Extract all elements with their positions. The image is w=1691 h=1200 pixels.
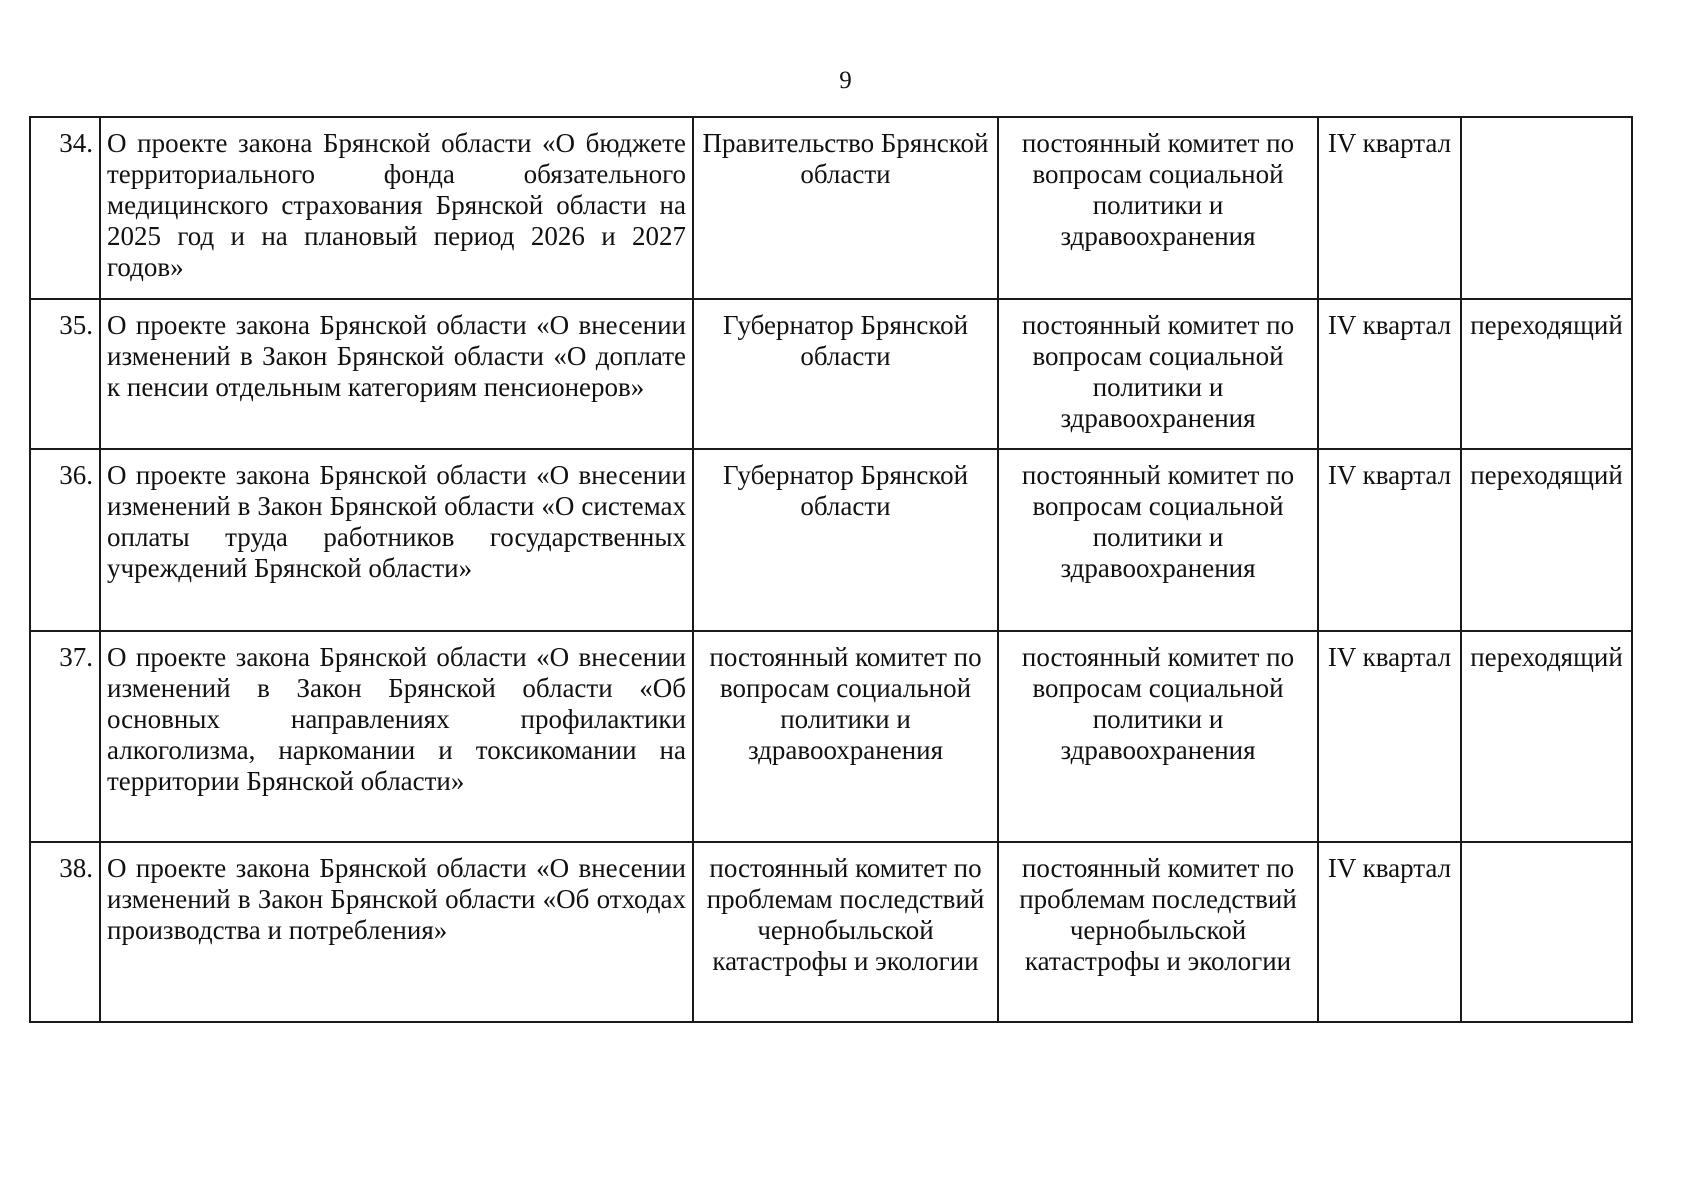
responsible-committee: постоянный комитет по вопросам социальной политики и здравоохранения bbox=[998, 631, 1318, 842]
table-row bbox=[30, 631, 1632, 842]
status-note: переходящий bbox=[1461, 631, 1632, 842]
responsible-committee: постоянный комитет по вопросам социальной политики и здравоохранения bbox=[998, 449, 1318, 631]
row-number: 37. bbox=[30, 631, 100, 842]
bill-initiator: Губернатор Брянской области bbox=[693, 299, 998, 449]
status-note bbox=[1461, 117, 1632, 299]
bill-title: О проекте закона Брянской области «О внесении изменений в Закон Брянской области «Об отходах производства и потребления» bbox=[100, 842, 693, 1022]
review-period: IV квартал bbox=[1318, 631, 1461, 842]
table-row bbox=[30, 842, 1632, 1022]
table-row bbox=[30, 117, 1632, 299]
bill-title: О проекте закона Брянской области «О бюджете территориального фонда обязательного медицинского страхования Брянской области на 2025 год и на плановый период 2026 и 2027 годов» bbox=[100, 117, 693, 299]
review-period: IV квартал bbox=[1318, 449, 1461, 631]
page-number: 9 bbox=[839, 67, 852, 94]
row-number: 38. bbox=[30, 842, 100, 1022]
status-note bbox=[1461, 842, 1632, 1022]
review-period: IV квартал bbox=[1318, 117, 1461, 299]
bill-initiator: Губернатор Брянской области bbox=[693, 449, 998, 631]
status-note: переходящий bbox=[1461, 299, 1632, 449]
bill-initiator: постоянный комитет по вопросам социальной политики и здравоохранения bbox=[693, 631, 998, 842]
review-period: IV квартал bbox=[1318, 299, 1461, 449]
table-row bbox=[30, 449, 1632, 631]
bill-initiator: Правительство Брянской области bbox=[693, 117, 998, 299]
bill-title: О проекте закона Брянской области «О внесении изменений в Закон Брянской области «Об основных направлениях профилактики алкоголизма, наркомании и токсикомании на территории Брянской области» bbox=[100, 631, 693, 842]
row-number: 34. bbox=[30, 117, 100, 299]
row-number: 35. bbox=[30, 299, 100, 449]
responsible-committee: постоянный комитет по вопросам социальной политики и здравоохранения bbox=[998, 299, 1318, 449]
status-note: переходящий bbox=[1461, 449, 1632, 631]
bill-initiator: постоянный комитет по проблемам последствий чернобыльской катастрофы и экологии bbox=[693, 842, 998, 1022]
bill-title: О проекте закона Брянской области «О внесении изменений в Закон Брянской области «О системах оплаты труда работников государственных учреждений Брянской области» bbox=[100, 449, 693, 631]
table-row bbox=[30, 299, 1632, 449]
review-period: IV квартал bbox=[1318, 842, 1461, 1022]
row-number: 36. bbox=[30, 449, 100, 631]
responsible-committee: постоянный комитет по проблемам последствий чернобыльской катастрофы и экологии bbox=[998, 842, 1318, 1022]
bill-title: О проекте закона Брянской области «О внесении изменений в Закон Брянской области «О доплате к пенсии отдельным категориям пенсионеров» bbox=[100, 299, 693, 449]
responsible-committee: постоянный комитет по вопросам социальной политики и здравоохранения bbox=[998, 117, 1318, 299]
legislative-plan-table bbox=[29, 116, 1633, 1023]
